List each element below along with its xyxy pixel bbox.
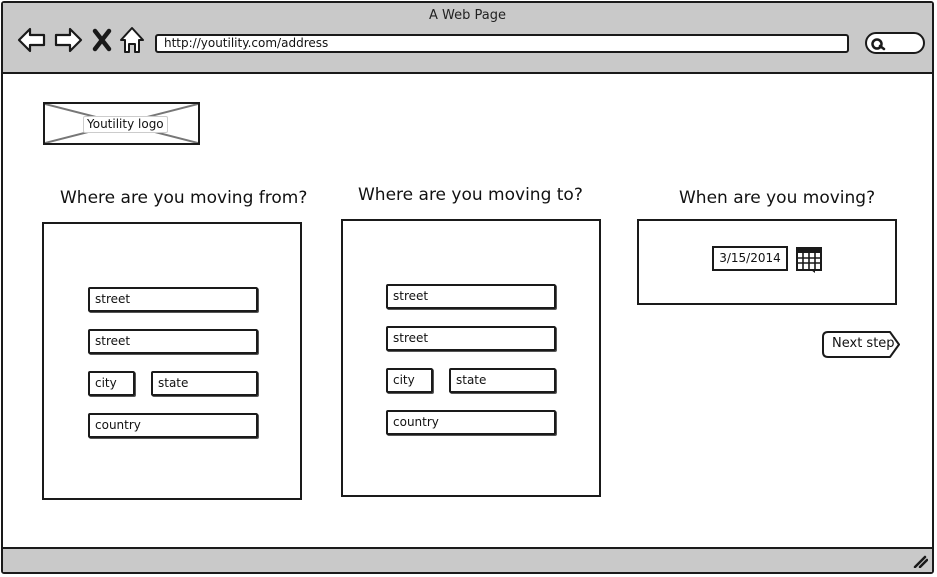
next-step-button[interactable]	[822, 331, 900, 358]
to-country-input[interactable]: country	[386, 410, 556, 435]
from-street2-input[interactable]: street	[88, 329, 258, 354]
search-box[interactable]	[865, 32, 925, 54]
to-state-input[interactable]: state	[449, 368, 556, 393]
browser-toolbar	[3, 3, 932, 74]
logo-placeholder	[43, 102, 200, 145]
to-street1-input[interactable]: street	[386, 284, 556, 309]
calendar-icon[interactable]	[796, 247, 822, 273]
home-icon[interactable]	[118, 25, 148, 55]
logo-label: Youtility logo	[83, 116, 168, 133]
move-date-input[interactable]: 3/15/2014	[712, 246, 788, 271]
when-heading: When are you moving?	[679, 188, 876, 208]
to-heading: Where are you moving to?	[358, 185, 583, 205]
close-x-icon[interactable]	[91, 25, 121, 55]
resize-grip-icon[interactable]	[912, 554, 928, 568]
status-bar	[3, 547, 932, 572]
back-arrow-icon[interactable]	[17, 25, 47, 55]
search-icon	[870, 37, 886, 51]
window-title: A Web Page	[429, 8, 506, 23]
forward-arrow-icon[interactable]	[53, 25, 83, 55]
browser-window	[1, 1, 934, 574]
from-city-input[interactable]: city	[88, 371, 135, 396]
next-step-label: Next step	[832, 336, 895, 351]
from-street1-input[interactable]: street	[88, 287, 258, 312]
to-city-input[interactable]: city	[386, 368, 433, 393]
from-country-input[interactable]: country	[88, 413, 258, 438]
url-input[interactable]: http://youtility.com/address	[155, 34, 849, 53]
from-address-panel	[42, 222, 302, 500]
from-state-input[interactable]: state	[151, 371, 258, 396]
from-heading: Where are you moving from?	[60, 188, 308, 208]
to-address-panel	[341, 219, 601, 497]
to-street2-input[interactable]: street	[386, 326, 556, 351]
